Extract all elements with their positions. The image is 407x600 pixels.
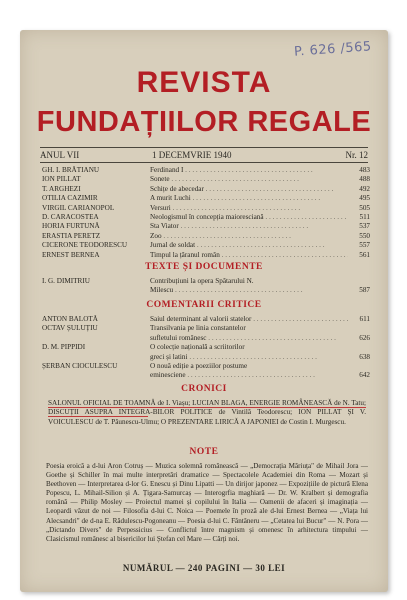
toc-page: 492: [350, 185, 370, 194]
red-underline: [48, 407, 366, 408]
toc-page: 495: [350, 194, 370, 203]
toc-author: T. ARGHEZI: [42, 184, 81, 193]
toc-page: 557: [350, 241, 370, 250]
toc-row: [42, 222, 370, 231]
toc-page: 638: [350, 353, 370, 362]
toc-page: 511: [350, 213, 370, 222]
toc-title: Timpul la țăranul român . . .: [150, 251, 348, 260]
toc-page: 642: [350, 371, 370, 380]
handwritten-inventory-number: P. 626 /565: [293, 39, 373, 60]
toc-author: D. M. PIPPIDI: [42, 343, 86, 352]
toc-page: 483: [350, 166, 370, 175]
cronici-text: SALONUL OFICIAL DE TOAMNĂ de I. Viașu; LUCIAN BLAGA, ENERGIE ROMÂNEASCĂ de N. Tatu; DISCUȚII ASUPRA INTEGRA-BILOR POLITICE de Vintilă Teodorescu; ION PILLAT ȘI V. VOICULESCU de T. Păunescu-Ulmu; O PREZENTARE LIRICĂ A JAPONIEI de Costin I. Murgescu.: [48, 399, 366, 426]
toc-row: [42, 286, 370, 295]
toc-row: [42, 232, 370, 241]
toc-title: O nouă ediție a poeziilor postume: [150, 361, 248, 370]
toc-title: Contribuțiuni la opera Spătarului N.: [150, 277, 254, 285]
toc-page: 488: [350, 175, 370, 184]
toc-author: ȘERBAN CIOCULESCU: [42, 361, 118, 370]
toc-row: [42, 166, 370, 175]
toc-page: 587: [350, 286, 370, 295]
toc-title-cont: greci și latini . . .: [150, 353, 348, 362]
toc-row: [42, 277, 370, 286]
section-heading-texte: TEXTE ȘI DOCUMENTE: [145, 262, 263, 272]
toc-title: O colecție națională a scriitorilor: [150, 343, 245, 352]
toc-page: 550: [350, 232, 370, 241]
toc-author: VIRGIL CARIANOPOL: [42, 203, 115, 212]
table-of-contents: [42, 166, 370, 260]
comentarii-list: [42, 315, 370, 381]
toc-title: Ferdinand I . . .: [150, 166, 348, 175]
toc-author: CICERONE TEODORESCU: [42, 241, 128, 250]
top-rule: [40, 147, 368, 148]
toc-author: OTILIA CAZIMIR: [42, 194, 98, 203]
toc-title-cont: eminesciene . . .: [150, 371, 348, 380]
magazine-cover: [20, 30, 388, 592]
magazine-title-line1: REVISTA: [136, 66, 272, 99]
footer-price: NUMĂRUL — 240 PAGINI — 30 LEI: [122, 563, 286, 573]
toc-row: [42, 315, 370, 324]
toc-row: [42, 185, 370, 194]
toc-title: Jurnal de soldat . . .: [150, 241, 348, 250]
toc-title: Sta Viator . . .: [150, 222, 348, 231]
toc-author: ERASTIA PERETZ: [42, 231, 101, 240]
toc-title: Sonete . . .: [150, 175, 348, 184]
toc-page: 626: [350, 334, 370, 343]
texte-list: [42, 277, 370, 296]
issue-date: 1 DECEMVRIE 1940: [152, 150, 232, 160]
toc-author: ION PILLAT: [42, 175, 81, 184]
toc-row: [42, 194, 370, 203]
issue-rule: [40, 162, 368, 163]
toc-title: Schițe de abecedar . . .: [150, 185, 348, 194]
toc-page: 561: [350, 251, 370, 260]
toc-page: 537: [350, 222, 370, 231]
toc-title-cont: Milescu . . .: [150, 286, 348, 295]
toc-author: ERNEST BERNEA: [42, 250, 100, 259]
toc-title: Transilvania pe linia constantelor: [150, 324, 246, 333]
red-underline: [48, 416, 148, 417]
toc-row: [42, 343, 370, 352]
issue-number: Nr. 12: [345, 150, 368, 160]
toc-author: I. G. DIMITRIU: [42, 277, 90, 285]
note-text: Poesia eroică a d-lui Aron Cotruș — Muzica solemnă românească — „Democrația Măriuța" de Mihail Jora — Goethe și Schiller în mai multe interpretări dramatice — Spectacolele Academiei din Roma — Mozart și Beethoven — Interpretarea d-lor G. Enescu și Dinu Lipatti — Un dirijor japonez — Expozițiile de pictură Elena Popescu, L. Mihail-Silion și A. Țigara-Samurcaș — Interogrfia maghiară — Dr. W. Kralbert și demografia română — Philip Mosley — Proiectul mamei și copilului în Italia — Oamenii de afaceri și imaginația — Leopardi văzut de noi — Filosofia d-lui C. Noica — Poemele în proză ale d-lui Ernest Bernea — „Viața lui Alecsandri" de d-na E. Rădulescu-Pogoneanu — Poesia d-lui C. Fântâneru — „Cetatea lui Bucur" — N. Pora — „Dictando Divers" de Perpessicius — Conflictul între magnism și omenesc în arhitectura timpului — Clasicismul românesc al bisericilor lui Ștefan cel Mare — Cărți noi.: [46, 462, 368, 543]
toc-author: D. CARACOSTEA: [42, 212, 99, 221]
toc-row: [42, 324, 370, 333]
section-heading-comentarii: COMENTARII CRITICE: [146, 300, 262, 310]
toc-row: [42, 213, 370, 222]
toc-title: Saiul determinant al valorii statelor . . .: [150, 315, 348, 324]
toc-page: 505: [350, 204, 370, 213]
toc-author: GH. I. BRĂTIANU: [42, 166, 100, 174]
toc-author: ANTON BALOTĂ: [42, 315, 98, 323]
toc-row: [42, 334, 370, 343]
toc-row: [42, 371, 370, 380]
toc-row: [42, 204, 370, 213]
toc-row: [42, 353, 370, 362]
toc-title: A murit Luchi . . .: [150, 194, 348, 203]
toc-title: Versuri . . .: [150, 204, 348, 213]
toc-row: [42, 362, 370, 371]
magazine-title-line2: FUNDAȚIILOR REGALE: [36, 106, 372, 138]
toc-title-cont: sufletului românesc . . .: [150, 334, 348, 343]
issue-year: ANUL VII: [40, 150, 80, 160]
toc-author: OCTAV ȘULUȚIU: [42, 324, 98, 333]
section-heading-note: NOTE: [189, 447, 219, 457]
toc-row: [42, 175, 370, 184]
toc-row: [42, 241, 370, 250]
toc-title: Zoo . . .: [150, 232, 348, 241]
toc-title: Neologismul în concepția maioresciană . . .: [150, 213, 348, 222]
toc-row: [42, 251, 370, 260]
toc-page: 611: [350, 315, 370, 324]
section-heading-cronici: CRONICI: [181, 384, 227, 394]
toc-author: HORIA FURTUNĂ: [42, 222, 100, 231]
